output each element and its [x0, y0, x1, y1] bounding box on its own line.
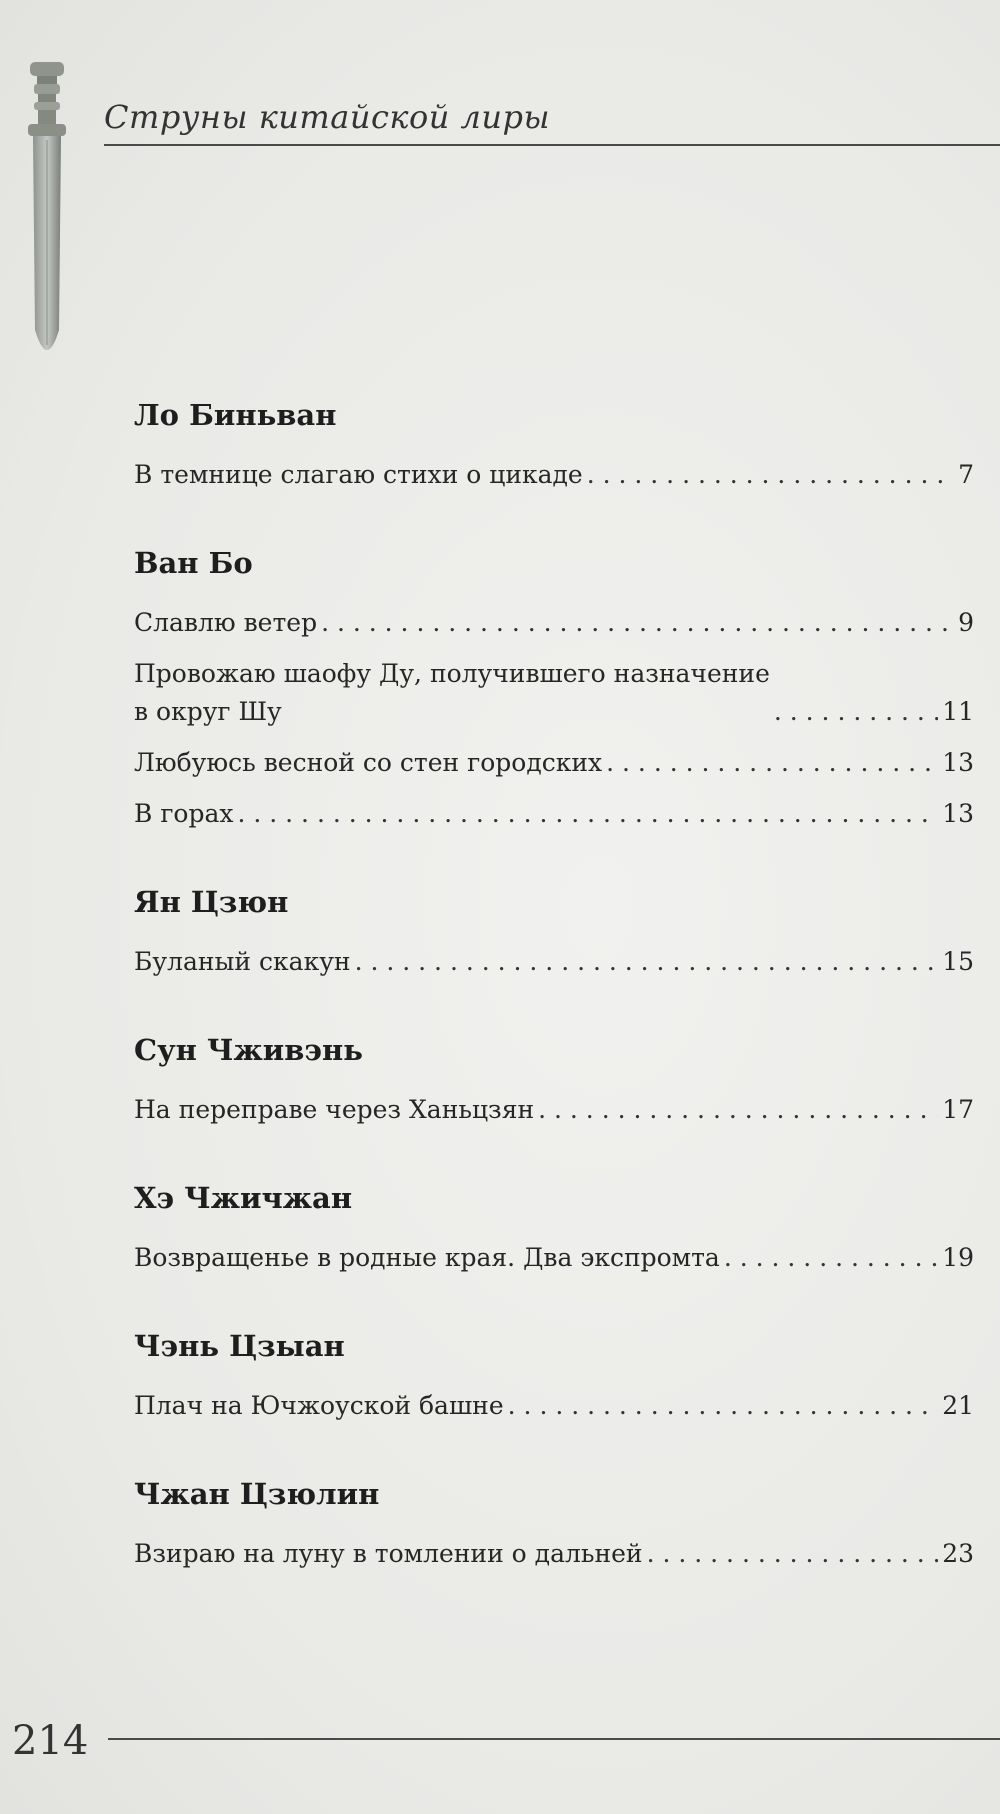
entry-title: В горах [134, 799, 234, 828]
dot-leader [647, 1535, 939, 1573]
toc-entry[interactable] [134, 456, 974, 494]
toc-section [134, 396, 974, 494]
toc-entry[interactable] [134, 655, 974, 731]
entry-title: Взираю на луну в томлении о дальней [134, 1539, 643, 1568]
toc-entry[interactable] [134, 604, 974, 642]
toc-entry[interactable] [134, 795, 974, 833]
page-number: 214 [12, 1718, 89, 1764]
entry-title: На переправе через Ханьцзян [134, 1095, 535, 1124]
toc-entry[interactable] [134, 1387, 974, 1425]
author-heading: Хэ Чжичжан [134, 1181, 353, 1215]
toc-entry[interactable] [134, 1239, 974, 1277]
entry-page-number: 15 [942, 947, 974, 976]
entry-page-number: 7 [958, 460, 974, 489]
entry-title: Плач на Ючжоуской башне [134, 1391, 504, 1420]
author-heading: Ло Биньван [134, 398, 337, 432]
toc-section [134, 883, 974, 981]
entry-page-number: 13 [942, 799, 974, 828]
entry-title-line1: Провожаю шаофу Ду, получившего назначение [134, 659, 770, 688]
toc-section [134, 1475, 974, 1573]
author-heading: Ян Цзюн [134, 885, 289, 919]
dot-leader [237, 795, 938, 833]
entry-page-number: 17 [942, 1095, 974, 1124]
dot-leader [538, 1091, 938, 1129]
author-heading: Ван Бо [134, 546, 253, 580]
dot-leader [774, 693, 938, 731]
toc-section [134, 1179, 974, 1277]
entry-title: Возвращенье в родные края. Два экспромта [134, 1243, 720, 1272]
entry-title: в округ Шу [134, 697, 282, 726]
toc-entry[interactable] [134, 744, 974, 782]
toc-entry[interactable] [134, 943, 974, 981]
dot-leader [587, 456, 954, 494]
running-header-title: Струны китайской лиры [104, 98, 551, 136]
author-heading: Чжан Цзюлин [134, 1477, 380, 1511]
toc-entry[interactable] [134, 1091, 974, 1129]
author-heading: Сун Чживэнь [134, 1033, 363, 1067]
entry-page-number: 23 [942, 1539, 974, 1568]
entry-title: Славлю ветер [134, 608, 318, 637]
toc-entry[interactable] [134, 1535, 974, 1573]
dot-leader [355, 943, 939, 981]
entry-title: В темнице слагаю стихи о цикаде [134, 460, 583, 489]
dot-leader [606, 744, 938, 782]
entry-page-number: 11 [942, 697, 974, 726]
toc-section [134, 1031, 974, 1129]
table-of-contents [134, 396, 974, 1623]
author-heading: Чэнь Цзыан [134, 1329, 345, 1363]
toc-section [134, 544, 974, 833]
dot-leader [321, 604, 954, 642]
entry-title: Любуюсь весной со стен городских [134, 748, 603, 777]
entry-page-number: 21 [942, 1391, 974, 1420]
header-divider [104, 144, 1000, 146]
sword-ornament-icon [24, 60, 70, 370]
entry-title: Буланый скакун [134, 947, 351, 976]
toc-section [134, 1327, 974, 1425]
entry-page-number: 13 [942, 748, 974, 777]
entry-title-multiline [134, 655, 770, 731]
entry-page-number: 19 [942, 1243, 974, 1272]
footer-divider [108, 1738, 1000, 1740]
dot-leader [724, 1239, 938, 1277]
entry-page-number: 9 [958, 608, 974, 637]
dot-leader [508, 1387, 939, 1425]
